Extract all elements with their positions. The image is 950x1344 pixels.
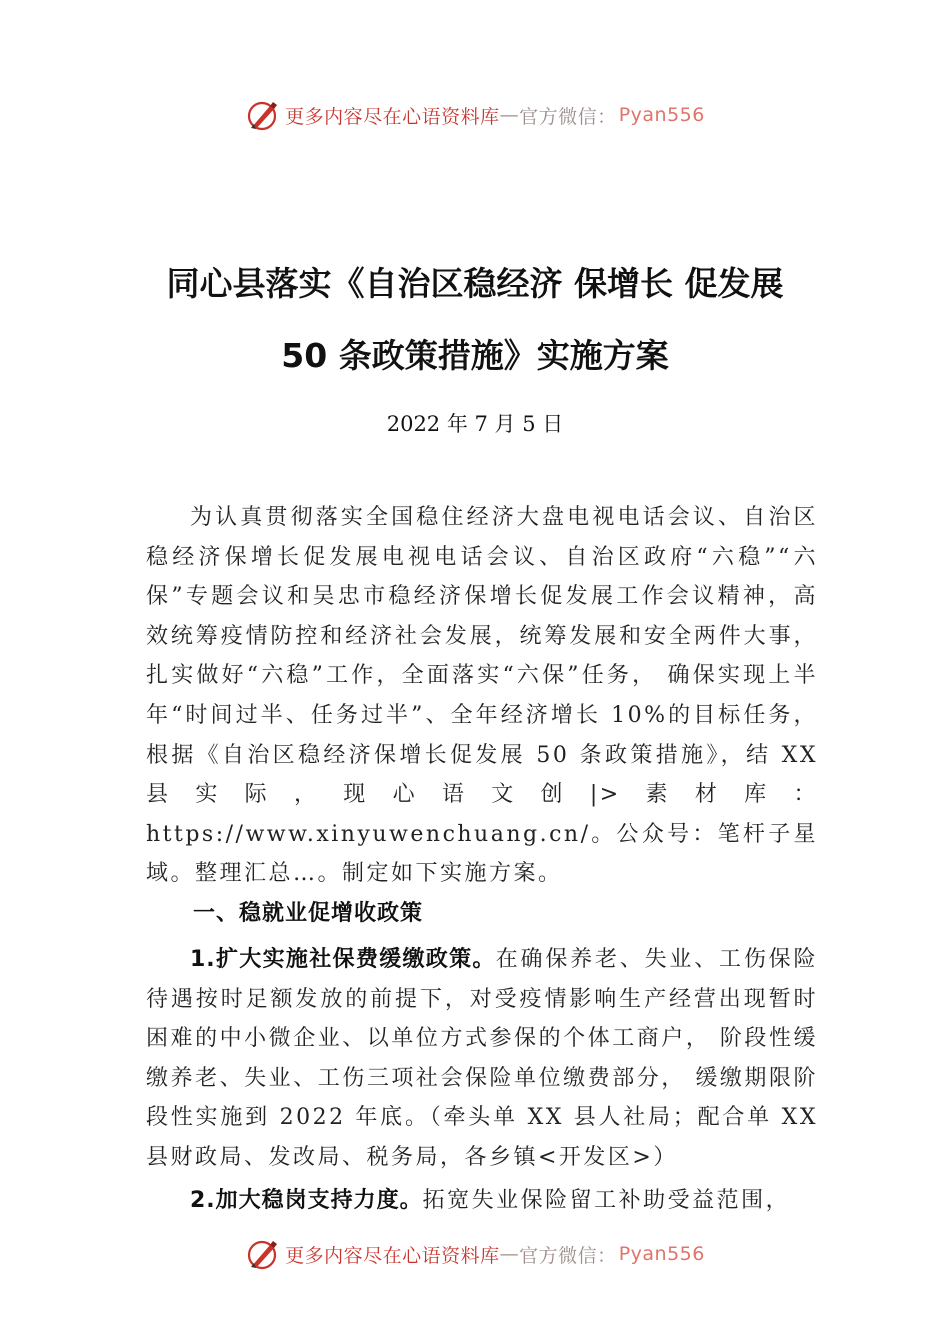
pen-logo-icon (245, 97, 281, 133)
banner-wechat-label: 官方微信： (519, 105, 617, 128)
policy-item-2-text: 拓宽失业保险留工补助受益范围， (422, 1188, 791, 1213)
pen-logo-icon (245, 1236, 281, 1272)
banner-separator: — (499, 104, 520, 126)
policy-item-2 (146, 1181, 818, 1221)
banner-wechat-id: Pyan556 (618, 1243, 705, 1265)
policy-item-1-text: 在确保养老、失业、工伤保险待遇按时足额发放的前提下，对受疫情影响生产经营出现暂时困难的中小微企业、以单位方式参保的个体工商户， 阶段性缓缴养老、失业、工伤三项社会保险单位缴费部分， 缓缴期限阶段性实施到 2022 年底。（牵头单 XX 县人社局；配合单 XX 县财政局、发改局、税务局，各乡镇<开发区>） (146, 947, 818, 1170)
section-heading-1: 一、稳就业促增收政策 (193, 901, 424, 926)
banner-wechat-id: Pyan556 (618, 104, 705, 126)
banner-separator: — (499, 1243, 520, 1265)
policy-item-1-head: 1.扩大实施社保费缓缴政策。 (190, 947, 496, 972)
document-date: 2022 年 7 月 5 日 (386, 412, 564, 436)
document-title-line2: 50 条政策措施》实施方案 (281, 336, 669, 375)
footer-watermark-banner (0, 1232, 950, 1276)
banner-brand-text: 更多内容尽在心语资料库 (285, 105, 500, 128)
policy-item-1 (146, 940, 818, 1178)
document-title-line1: 同心县落实《自治区稳经济 保增长 促发展 (166, 264, 784, 303)
policy-item-2-head: 2.加大稳岗支持力度。 (190, 1188, 423, 1213)
banner-wechat-label: 官方微信： (519, 1244, 617, 1267)
header-watermark-banner (0, 93, 950, 137)
banner-brand-text: 更多内容尽在心语资料库 (285, 1244, 500, 1267)
intro-paragraph: 为认真贯彻落实全国稳住经济大盘电视电话会议、自治区稳经济保增长促发展电视电话会议、自治区政府“六稳”“六保”专题会议和吴忠市稳经济保增长促发展工作会议精神，高效统筹疫情防控和经济社会发展，统筹发展和安全两件大事，扎实做好“六稳”工作，全面落实“六保”任务， 确保实现上半年“时间过半、任务过半”、全年经济增长 10%的目标任务，根据《自治区稳经济保增长促发展 50 条政策措施》，结 XX 县实际，现心语文创|>素材库：https://www.xinyuwenchuang.cn/。公众号：笔杆子星域。整理汇总…。制定如下实施方案。 (146, 505, 818, 887)
